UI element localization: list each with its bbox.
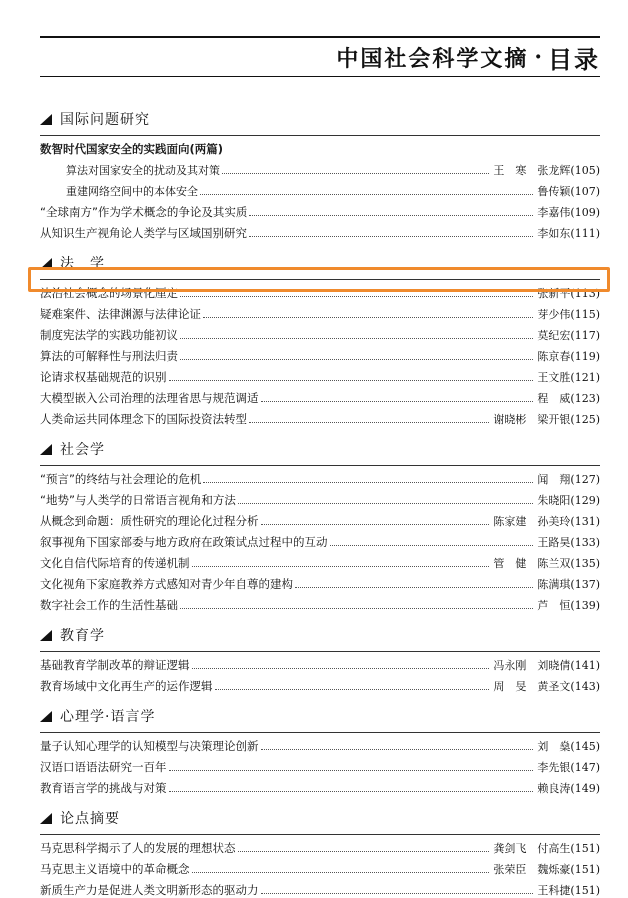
dot-leader xyxy=(238,503,533,504)
section-heading xyxy=(40,105,600,133)
entry-author-page: 闻 翔(127) xyxy=(537,473,600,486)
entry-author-page: 王文胜(121) xyxy=(537,371,600,384)
entry-title: 马克思主义语境中的革命概念 xyxy=(40,862,190,876)
section-title: 论点摘要 xyxy=(60,811,120,827)
entry-author-page: 龚剑飞 付高生(151) xyxy=(493,842,600,855)
toc-entry[interactable] xyxy=(40,157,600,178)
toc-entry[interactable] xyxy=(40,280,600,301)
toc-entry[interactable] xyxy=(40,406,600,427)
dot-leader xyxy=(238,851,490,852)
triangle-marker-icon xyxy=(40,630,52,641)
triangle-marker-icon xyxy=(40,258,52,269)
dot-leader xyxy=(261,893,534,894)
entry-title: 人类命运共同体理念下的国际投资法转型 xyxy=(40,412,247,426)
section-title: 心理学·语言学 xyxy=(60,709,156,725)
entry-author-page: 李如东(111) xyxy=(537,227,600,240)
entry-title: 制度宪法学的实践功能初议 xyxy=(40,328,178,342)
dot-leader xyxy=(222,173,489,174)
toc-entry[interactable] xyxy=(40,322,600,343)
dot-leader xyxy=(203,482,533,483)
toc-entry[interactable] xyxy=(40,673,600,694)
entry-author-page: 莫纪宏(117) xyxy=(537,329,600,342)
entry-author-page: 陈京春(119) xyxy=(537,350,600,363)
dot-leader xyxy=(249,236,533,237)
toc-entry[interactable] xyxy=(40,301,600,322)
entry-author-page: 谢晓彬 梁开银(125) xyxy=(493,413,600,426)
dot-leader xyxy=(261,524,490,525)
entry-title: 汉语口语语法研究一百年 xyxy=(40,760,167,774)
dot-leader xyxy=(180,338,533,339)
entry-author-page: 王科捷(151) xyxy=(537,884,600,897)
section-education xyxy=(40,621,600,694)
entry-author-page: 管 健 陈兰双(135) xyxy=(493,557,600,570)
section-heading xyxy=(40,249,600,277)
entry-author-page: 芽少伟(115) xyxy=(537,308,600,321)
section-psychology-linguistics xyxy=(40,702,600,796)
entry-author-page: 鲁传颖(107) xyxy=(537,185,600,198)
toc-entry[interactable] xyxy=(40,571,600,592)
toc-entry[interactable] xyxy=(40,508,600,529)
section-title: 社会学 xyxy=(60,442,105,458)
section-title: 国际问题研究 xyxy=(60,112,150,128)
entry-title: 算法的可解释性与刑法归责 xyxy=(40,349,178,363)
dot-leader xyxy=(261,749,534,750)
entry-title: 论请求权基础规范的识别 xyxy=(40,370,167,384)
entry-title: 法治社会概念的场景化厘定 xyxy=(40,286,178,300)
entry-author-page: 张荣臣 魏烁豪(151) xyxy=(493,863,600,876)
entry-author-page: 朱晓阳(129) xyxy=(537,494,600,507)
entry-title: 教育场域中文化再生产的运作逻辑 xyxy=(40,679,213,693)
dot-leader xyxy=(169,770,534,771)
dot-leader xyxy=(169,791,534,792)
toc-entry[interactable] xyxy=(40,529,600,550)
toc-entry[interactable] xyxy=(40,877,600,898)
section-viewpoint-abstracts xyxy=(40,804,600,898)
section-heading xyxy=(40,804,600,832)
dot-leader xyxy=(192,872,490,873)
entry-author-page: 刘 燊(145) xyxy=(537,740,600,753)
entry-author-page: 陈满琪(137) xyxy=(537,578,600,591)
section-law xyxy=(40,249,600,427)
entry-title: “全球南方”作为学术概念的争论及其实质 xyxy=(40,205,248,219)
entry-title: 数字社会工作的生活性基础 xyxy=(40,598,178,612)
dot-leader xyxy=(249,215,533,216)
toc-entry[interactable] xyxy=(40,775,600,796)
section-international-studies xyxy=(40,105,600,241)
dot-leader xyxy=(200,194,533,195)
page-header xyxy=(336,40,600,74)
entry-author-page: 王路昊(133) xyxy=(537,536,600,549)
group-title[interactable]: 数智时代国家安全的实践面向(两篇) xyxy=(40,142,224,156)
dot-leader xyxy=(261,401,534,402)
entry-author-page: 陈家建 孙美玲(131) xyxy=(493,515,600,528)
toc-entry[interactable] xyxy=(40,487,600,508)
section-sociology xyxy=(40,435,600,613)
toc-entry[interactable] xyxy=(40,733,600,754)
dot-leader xyxy=(249,422,489,423)
toc-entry[interactable] xyxy=(40,199,600,220)
dot-leader xyxy=(203,317,533,318)
entry-title: 文化自信代际培育的传递机制 xyxy=(40,556,190,570)
entry-author-page: 冯永刚 刘晓倩(141) xyxy=(493,659,600,672)
entry-title: 文化视角下家庭教养方式感知对青少年自尊的建构 xyxy=(40,577,293,591)
contents-title: 目录 xyxy=(548,44,600,74)
toc-entry[interactable] xyxy=(40,466,600,487)
dot-leader xyxy=(192,566,490,567)
entry-title: 疑难案件、法律渊源与法律论证 xyxy=(40,307,201,321)
dot-leader xyxy=(330,545,534,546)
section-title: 教育学 xyxy=(60,628,105,644)
dot-leader xyxy=(295,587,533,588)
toc-entry[interactable] xyxy=(40,178,600,199)
entry-title: 教育语言学的挑战与对策 xyxy=(40,781,167,795)
top-rule xyxy=(40,36,600,38)
triangle-marker-icon xyxy=(40,114,52,125)
toc-entry[interactable] xyxy=(40,592,600,613)
entry-author-page: 程 威(123) xyxy=(537,392,600,405)
entry-author-page: 李先银(147) xyxy=(537,761,600,774)
entry-title: 从概念到命题：质性研究的理论化过程分析 xyxy=(40,514,259,528)
entry-title: 新质生产力是促进人类文明新形态的驱动力 xyxy=(40,883,259,897)
section-title: 法 学 xyxy=(60,256,105,272)
header-separator: · xyxy=(534,44,542,70)
entry-author-page: 赖良涛(149) xyxy=(537,782,600,795)
dot-leader xyxy=(180,296,533,297)
dot-leader xyxy=(192,668,490,669)
toc-entry[interactable] xyxy=(40,835,600,856)
entry-title: 大模型嵌入公司治理的法理省思与规范调适 xyxy=(40,391,259,405)
entry-title: “地势”与人类学的日常语言视角和方法 xyxy=(40,493,236,507)
toc-entry[interactable] xyxy=(40,856,600,877)
toc-entry[interactable] xyxy=(40,754,600,775)
entry-title: 基础教育学制改革的辩证逻辑 xyxy=(40,658,190,672)
triangle-marker-icon xyxy=(40,813,52,824)
dot-leader xyxy=(169,380,534,381)
entry-title: 算法对国家安全的扰动及其对策 xyxy=(66,164,220,177)
entry-title: 马克思科学揭示了人的发展的理想状态 xyxy=(40,841,236,855)
table-of-contents xyxy=(40,105,600,898)
toc-entry[interactable] xyxy=(40,364,600,385)
toc-entry[interactable] xyxy=(40,550,600,571)
entry-title: 量子认知心理学的认知模型与决策理论创新 xyxy=(40,739,259,753)
entry-title: 重建网络空间中的本体安全 xyxy=(66,185,198,198)
header-rule xyxy=(40,76,600,77)
entry-author-page: 芦 恒(139) xyxy=(537,599,600,612)
entry-title: “预言”的终结与社会理论的危机 xyxy=(40,472,202,486)
toc-entry[interactable] xyxy=(40,385,600,406)
dot-leader xyxy=(180,359,533,360)
toc-entry[interactable] xyxy=(40,652,600,673)
section-heading xyxy=(40,435,600,463)
entry-author-page: 周 旻 黄圣文(143) xyxy=(493,680,600,693)
entry-author-page: 王 寒 张龙辉(105) xyxy=(493,164,600,177)
entry-author-page: 李嘉伟(109) xyxy=(537,206,600,219)
triangle-marker-icon xyxy=(40,444,52,455)
toc-entry[interactable] xyxy=(40,220,600,241)
dot-leader xyxy=(180,608,533,609)
triangle-marker-icon xyxy=(40,711,52,722)
section-heading xyxy=(40,621,600,649)
journal-title: 中国社会科学文摘 xyxy=(336,45,529,72)
dot-leader xyxy=(215,689,490,690)
entry-title: 叙事视角下国家部委与地方政府在政策试点过程中的互动 xyxy=(40,535,328,549)
entry-title: 从知识生产视角论人类学与区域国别研究 xyxy=(40,226,247,240)
toc-entry[interactable] xyxy=(40,343,600,364)
section-heading xyxy=(40,702,600,730)
entry-author-page: 张新平(113) xyxy=(537,287,600,300)
